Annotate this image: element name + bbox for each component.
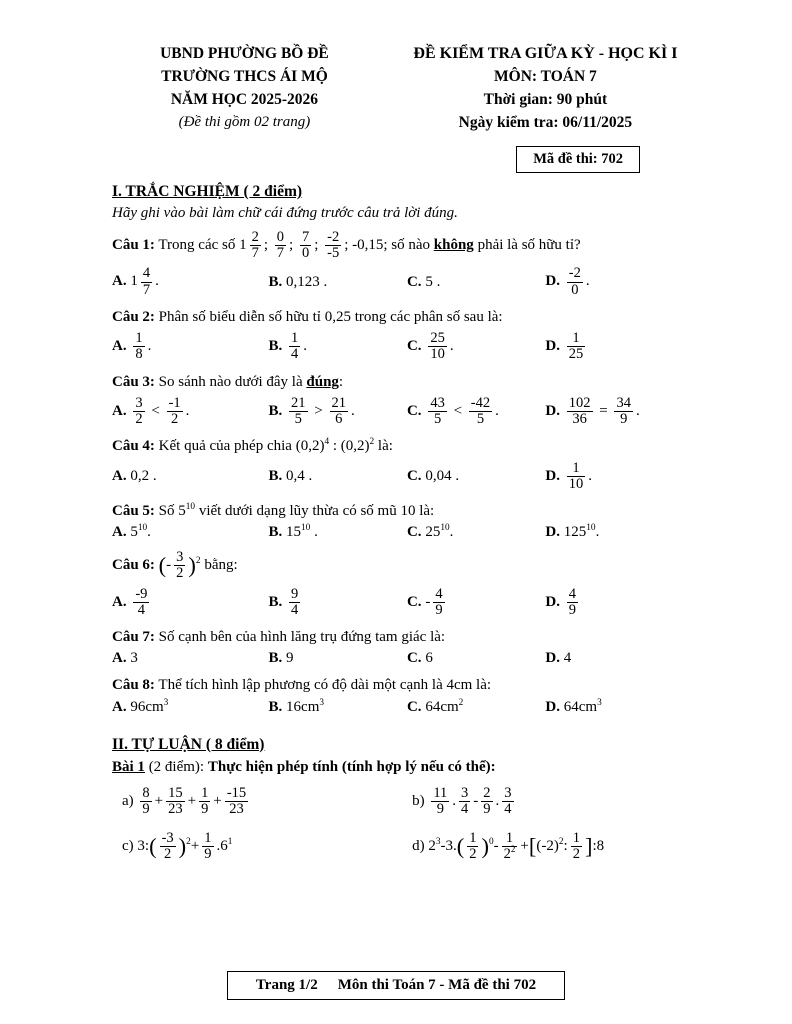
fraction-numerator: 2 — [483, 784, 491, 801]
option-c: C. 5 . — [406, 273, 441, 290]
option-a: A. 1 $\frac{4}{7}$ . — [112, 265, 159, 298]
options-row — [112, 650, 714, 667]
exponent: 10 — [586, 523, 596, 534]
item-label: d) — [412, 838, 425, 855]
option-letter: D. — [545, 338, 561, 355]
fraction — [567, 266, 583, 297]
option-letter: B. — [268, 338, 283, 355]
exponent: 10 — [137, 523, 148, 534]
fraction-numerator: 1 — [135, 330, 143, 347]
fraction-denominator: 2 — [135, 411, 143, 428]
fraction — [250, 230, 261, 261]
question-stem: Câu 2: Phân số biểu diễn số hữu tỉ 0,25 trong các phân số sau là: — [112, 308, 503, 325]
fraction — [567, 396, 593, 427]
fraction-numerator: 21 — [331, 394, 346, 411]
fraction-denominator: -5 — [327, 245, 340, 262]
options-row — [112, 460, 714, 493]
fraction-numerator: 1 — [469, 830, 477, 846]
option-letter: A. — [112, 698, 127, 715]
exponent: 1 — [227, 837, 233, 848]
fraction-numerator: -2 — [327, 229, 340, 245]
option-letter: A. — [112, 402, 127, 419]
fraction-denominator: 5 — [433, 411, 442, 428]
option-a: A. 0,2 . — [112, 467, 157, 484]
question-label: Câu 3: — [112, 373, 155, 390]
fraction-numerator: 3 — [461, 784, 469, 801]
question-stem: Câu 6: (- $\frac{3}{2}$ )$^2$ bằng: — [112, 549, 238, 582]
fraction-numerator: 1 — [201, 784, 209, 801]
option-d: D. $64cm^3$ — [545, 697, 602, 715]
fraction — [614, 396, 633, 427]
question-label: Câu 5: — [112, 502, 155, 519]
fraction — [459, 786, 470, 817]
fraction-denominator: 36 — [572, 411, 587, 428]
fraction — [133, 396, 144, 427]
option-a: A. $\frac{1}{8}$ . — [112, 330, 152, 363]
fraction — [571, 831, 582, 862]
exam-duration: Thời gian: 90 phút — [483, 91, 608, 108]
option-d: D. 4 — [545, 650, 572, 667]
fraction-numerator: 15 — [168, 784, 183, 801]
fraction-denominator: 5 — [294, 411, 302, 428]
fraction-denominator: 9 — [142, 800, 150, 817]
fraction — [469, 396, 492, 427]
question-label: Câu 2: — [112, 308, 155, 325]
fraction-numerator: -42 — [470, 394, 491, 411]
exponent: 2 — [558, 837, 564, 848]
fraction — [167, 396, 183, 427]
option-c: C. - $\frac{4}{9}$ — [406, 585, 443, 618]
question-block — [112, 436, 714, 493]
option-b: B. 0,123 . — [268, 273, 328, 290]
questions-list — [112, 229, 714, 716]
fraction-denominator: 9 — [620, 411, 628, 428]
options-row — [112, 524, 714, 541]
fraction-numerator: 8 — [142, 784, 150, 801]
exercise1-label: Bài 1 — [112, 758, 145, 775]
item-label: c) — [122, 838, 134, 855]
exponent: 3 — [163, 697, 169, 708]
fraction-denominator: 7 — [142, 281, 151, 298]
school-name: TRƯỜNG THCS ÁI MỘ — [161, 68, 328, 85]
fraction-denominator: 9 — [483, 800, 491, 817]
fraction-numerator: 4 — [568, 585, 577, 602]
big-bracket-open: [ — [528, 833, 537, 859]
fraction-denominator: 2 — [176, 565, 184, 582]
fraction-denominator: 4 — [137, 601, 146, 618]
exercise1-header — [112, 759, 714, 776]
exponent: 2 — [369, 437, 375, 448]
question-label: Câu 8: — [112, 677, 155, 694]
exam-title: ĐỀ KIỂM TRA GIỮA KỲ - HỌC KÌ I — [413, 45, 678, 62]
exercise-item-c: c) 3:( $\frac{-3}{2}$ )$^2$+ $\frac{1}{9}$ $.6^1$ — [122, 830, 233, 863]
header-exam-block — [377, 42, 714, 134]
school-year: NĂM HỌC 2025-2026 — [170, 91, 319, 108]
fraction-numerator: 43 — [430, 394, 445, 411]
option-d: D. $\frac{102}{36}$ = $\frac{34}{9}$ . — [545, 394, 640, 428]
fraction-numerator: 3 — [135, 394, 143, 411]
exponent: 3 — [435, 837, 441, 848]
options-row — [112, 586, 714, 619]
page-footer — [0, 971, 792, 1000]
fraction — [428, 396, 447, 427]
question-stem: Câu 5: Số $5^{10}$ viết dưới dạng lũy thừa có số mũ 10 là: — [112, 501, 435, 519]
fraction-numerator: 0 — [276, 229, 285, 245]
fraction-numerator: 1 — [572, 830, 580, 846]
options-row — [112, 395, 714, 428]
fraction-denominator: 9 — [435, 601, 443, 618]
option-letter: A. — [112, 524, 127, 541]
option-a: A. $5^{10}$. — [112, 523, 151, 541]
exponent: 4 — [324, 437, 330, 448]
fraction-denominator: 0 — [571, 281, 579, 298]
fraction-denominator: 7 — [251, 245, 259, 262]
exam-date: Ngày kiểm tra: 06/11/2025 — [458, 114, 633, 131]
option-letter: A. — [112, 338, 127, 355]
section1-title: I. TRẮC NGHIỆM ( 2 điểm) — [112, 183, 303, 200]
option-letter: A. — [112, 650, 127, 667]
fraction — [467, 831, 478, 862]
option-a: A. 3 — [112, 650, 138, 667]
fraction — [428, 331, 447, 362]
fraction-denominator: 23 — [229, 800, 244, 817]
option-letter: D. — [545, 593, 561, 610]
fraction-numerator: 4 — [142, 265, 151, 282]
fraction — [481, 786, 492, 817]
section-essay — [112, 736, 714, 864]
fraction — [330, 396, 349, 427]
fraction-denominator: 0 — [301, 245, 310, 262]
fraction-denominator: 5 — [476, 411, 485, 428]
footer-page-number: Trang 1/2 — [255, 977, 318, 993]
fraction — [160, 831, 176, 862]
question-block — [112, 372, 714, 429]
exercise1-points: (2 điểm): — [144, 758, 208, 775]
emphasized-word: không — [433, 237, 474, 254]
option-letter: B. — [268, 524, 283, 541]
option-c: C. $\frac{25}{10}$ . — [406, 330, 454, 363]
footer-exam-info: Môn thi Toán 7 - Mã đề thi 702 — [337, 977, 537, 993]
option-b: B. $16cm^3$ — [268, 697, 325, 715]
option-letter: C. — [406, 698, 422, 715]
question-stem: Câu 7: Số cạnh bên của hình lăng trụ đứng tam giác là: — [112, 629, 446, 646]
option-letter: C. — [406, 467, 422, 484]
option-letter: D. — [545, 650, 561, 667]
fraction-numerator: -2 — [568, 265, 581, 282]
fraction — [141, 266, 152, 297]
fraction-denominator: 2 — [164, 846, 172, 863]
fraction — [567, 461, 586, 492]
option-letter: C. — [406, 650, 422, 667]
question-stem: Câu 8: Thể tích hình lập phương có độ dài một cạnh là 4cm là: — [112, 677, 492, 694]
option-d: D. $\frac{1}{10}$ . — [545, 459, 593, 492]
exercise-item-b: b) $\frac{11}{9}$ . $\frac{3}{4}$ - $\frac{2}{9}$ . $\frac{3}{4}$ — [412, 784, 512, 817]
exercise-items — [112, 785, 714, 864]
fraction-denominator: 7 — [276, 245, 285, 262]
exponent: 3 — [597, 697, 602, 708]
question-stem: Câu 3: So sánh nào dưới đây là đúng: — [112, 373, 344, 390]
option-letter: C. — [406, 402, 422, 419]
exam-code-row — [112, 146, 714, 173]
option-d: D. $125^{10}$. — [545, 523, 600, 541]
fraction-numerator: -3 — [161, 830, 174, 846]
fraction-numerator: 21 — [291, 394, 306, 411]
option-letter: B. — [268, 650, 283, 667]
exponent: 10 — [185, 501, 196, 512]
exponent: 10 — [301, 523, 311, 534]
fraction-numerator: -1 — [168, 394, 181, 411]
fraction-numerator: 25 — [430, 330, 445, 347]
option-letter: D. — [545, 524, 561, 541]
fraction-denominator: $2^2$ — [503, 844, 516, 863]
option-b: B. 9 — [268, 650, 294, 667]
exercise-item-d: d) $2^3-3$.( $\frac{1}{2}$ )$^0$- $\frac{1}{2^2}$ $+[(-2)^2$: $\frac{1}{2}$ ]:8 — [412, 830, 605, 863]
fraction-numerator: 102 — [568, 394, 591, 411]
school-authority: UBND PHƯỜNG BỒ ĐỀ — [160, 45, 329, 62]
option-c: C. 0,04 . — [406, 467, 460, 484]
fraction — [325, 230, 341, 261]
question-label: Câu 7: — [112, 629, 155, 646]
options-row — [112, 330, 714, 363]
exam-subject: MÔN: TOÁN 7 — [494, 68, 597, 85]
fraction-numerator: 1 — [204, 830, 212, 846]
fraction-numerator: 4 — [435, 585, 443, 602]
header-school-block — [112, 42, 377, 134]
option-c: C. $25^{10}$. — [406, 523, 454, 541]
exponent: 2 — [510, 844, 516, 855]
option-b: B. 0,4 . — [268, 467, 313, 484]
exercise1-instruction: Thực hiện phép tính (tính hợp lý nếu có thể): — [207, 758, 496, 775]
fraction-denominator: 2 — [170, 411, 179, 428]
fraction — [133, 331, 144, 362]
exponent: 2 — [458, 697, 464, 708]
fraction-numerator: 3 — [176, 549, 184, 566]
fraction-denominator: 9 — [568, 601, 577, 618]
fraction-denominator: 8 — [135, 346, 143, 363]
question-block — [112, 229, 714, 299]
option-letter: D. — [545, 273, 561, 290]
option-a — [112, 586, 269, 619]
exponent: 2 — [186, 837, 191, 848]
option-letter: C. — [406, 524, 422, 541]
option-letter: C. — [406, 338, 422, 355]
fraction-numerator: 3 — [504, 784, 512, 801]
section-multiple-choice — [112, 183, 714, 716]
fraction — [433, 587, 444, 618]
question-label: Câu 6: — [112, 557, 155, 574]
fraction-numerator: 1 — [567, 461, 586, 477]
option-letter: D. — [545, 467, 561, 484]
options-row — [112, 699, 714, 716]
fraction-numerator: 11 — [433, 784, 448, 801]
fraction-numerator: 1 — [502, 831, 518, 847]
fraction — [502, 786, 513, 817]
option-letter: B. — [268, 593, 283, 610]
fraction-denominator: 9 — [436, 800, 444, 817]
fraction-denominator: 4 — [291, 601, 299, 618]
question-label: Câu 1: — [112, 237, 155, 254]
fraction-numerator: 1 — [291, 330, 299, 347]
fraction-numerator: 9 — [291, 585, 299, 602]
question-label: Câu 4: — [112, 438, 155, 455]
item-label: a) — [122, 792, 134, 809]
fraction-denominator: 6 — [335, 411, 343, 428]
fraction-denominator: 9 — [201, 800, 209, 817]
fraction-denominator: 10 — [430, 346, 445, 363]
big-bracket-close: ] — [584, 833, 593, 859]
question-stem: Câu 1: Trong các số 1 $\frac{2}{7}$ ; $\frac{0}{7}$ ; $\frac{7}{0}$ ; $\frac{-2}{-5}$ ; -0,15; số nào không phải là số hữu tỉ? — [112, 229, 581, 262]
fraction — [289, 396, 308, 427]
fraction-numerator: 2 — [251, 229, 259, 245]
big-paren-close: ) — [178, 833, 187, 859]
option-c: C. $\frac{43}{5}$ < $\frac{-42}{5}$ . — [406, 394, 499, 428]
emphasized-word: đúng — [306, 373, 339, 390]
exponent: 10 — [440, 523, 450, 534]
option-d — [545, 330, 714, 363]
big-paren-open: ( — [456, 833, 465, 859]
fraction — [289, 587, 300, 618]
fraction — [174, 550, 185, 581]
option-letter: C. — [406, 273, 422, 290]
section1-instruction: Hãy ghi vào bài làm chữ cái đứng trước câu trả lời đúng. — [112, 205, 458, 221]
option-c: C. $64cm^2$ — [406, 697, 464, 715]
question-block — [112, 675, 714, 715]
option-d: D. $\frac{-2}{0}$ . — [545, 265, 590, 298]
option-b: B. $15^{10}$ . — [268, 523, 318, 541]
fraction-denominator: 25 — [568, 346, 584, 363]
pages-note: (Đề thi gồm 02 trang) — [178, 114, 311, 130]
fraction — [300, 230, 311, 261]
fraction-denominator: 4 — [504, 800, 512, 817]
option-c: C. 6 — [406, 650, 433, 667]
fraction — [199, 786, 210, 817]
fraction-denominator: 2 — [572, 846, 580, 863]
option-b — [269, 586, 407, 619]
option-letter: A. — [112, 273, 127, 290]
option-letter: B. — [268, 273, 283, 290]
fraction-denominator: 4 — [291, 346, 299, 363]
option-a: A. $96cm^3$ — [112, 697, 169, 715]
option-b: B. $\frac{21}{5}$ > $\frac{21}{6}$ . — [268, 394, 355, 428]
exponent: 3 — [319, 697, 325, 708]
fraction — [289, 331, 300, 362]
option-letter: B. — [268, 467, 283, 484]
option-d — [545, 586, 714, 619]
question-block — [112, 501, 714, 541]
fraction-denominator: 4 — [461, 800, 469, 817]
option-letter: C. — [406, 593, 422, 610]
fraction — [133, 587, 149, 618]
exponent: 0 — [488, 837, 494, 848]
big-paren-open: ( — [149, 833, 157, 859]
item-label: b) — [412, 792, 425, 809]
fraction — [431, 786, 449, 817]
option-letter: A. — [112, 467, 127, 484]
fraction-denominator: 23 — [168, 800, 183, 817]
option-letter: B. — [268, 698, 283, 715]
options-row — [112, 265, 714, 298]
option-letter: D. — [545, 402, 561, 419]
exercise-item-a: a) $\frac{8}{9}$ + $\frac{15}{23}$ + $\frac{1}{9}$ + $\frac{-15}{23}$ — [122, 784, 247, 817]
fraction — [502, 831, 518, 862]
fraction — [275, 230, 286, 261]
fraction-numerator: -9 — [135, 585, 148, 602]
fraction — [140, 786, 151, 817]
exam-header — [112, 42, 714, 134]
fraction — [567, 587, 578, 618]
fraction-numerator: 1 — [567, 331, 586, 347]
fraction-denominator: 2 — [469, 846, 477, 863]
question-block — [112, 627, 714, 667]
question-block — [112, 307, 714, 364]
option-letter: B. — [268, 402, 283, 419]
fraction-denominator: 10 — [568, 475, 584, 492]
fraction-numerator: 34 — [616, 394, 631, 411]
question-stem: Câu 4: Kết quả của phép chia $(0,2)^4$ : $(0,2)^2$ là: — [112, 437, 393, 455]
fraction — [567, 331, 586, 362]
fraction-denominator: 9 — [204, 846, 212, 863]
fraction — [225, 786, 248, 817]
fraction-numerator: -15 — [226, 784, 247, 801]
big-paren-open: ( — [158, 552, 167, 578]
fraction — [166, 786, 185, 817]
section2-title: II. TỰ LUẬN ( 8 điểm) — [112, 735, 265, 753]
option-b: B. $\frac{1}{4}$ . — [268, 330, 308, 363]
fraction — [202, 831, 213, 862]
exponent: 2 — [195, 556, 201, 567]
fraction-numerator: 7 — [301, 229, 310, 245]
exam-code-box — [516, 146, 640, 173]
big-paren-close: ) — [188, 552, 196, 578]
footer-box — [227, 971, 565, 1000]
question-block — [112, 549, 714, 619]
option-letter: A. — [112, 593, 127, 610]
big-paren-close: ) — [481, 833, 489, 859]
option-a: A. $\frac{3}{2}$ < $\frac{-1}{2}$ . — [112, 394, 190, 428]
option-letter: D. — [545, 698, 561, 715]
exam-code-label: Mã đề thi: 702 — [533, 151, 623, 167]
